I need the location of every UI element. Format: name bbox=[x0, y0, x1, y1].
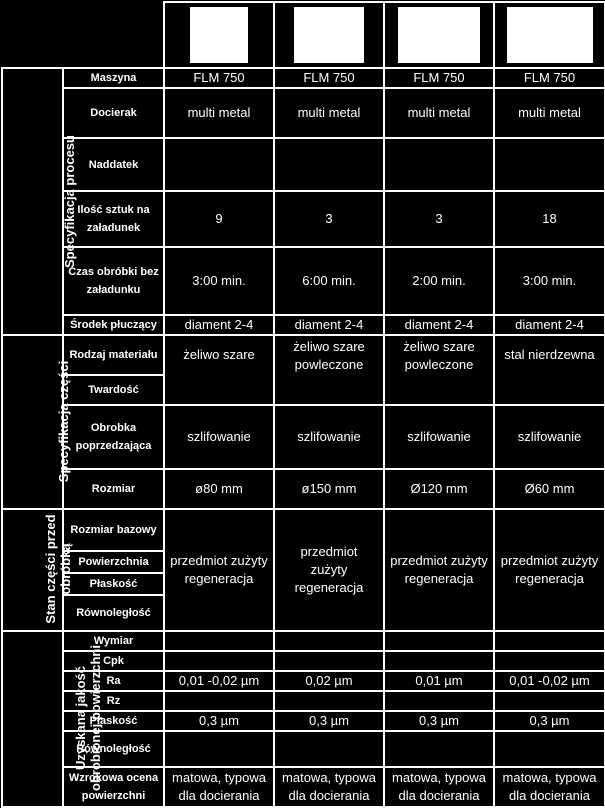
cell-coolant: diament 2-4 bbox=[384, 315, 494, 335]
cell-line: matowa, typowa bbox=[392, 770, 486, 785]
cell-line: przedmiot zużyty bbox=[500, 553, 599, 568]
cell-size: ø80 mm bbox=[164, 469, 274, 509]
cell-ra: 0,02 µm bbox=[274, 671, 384, 691]
param-label-line: Wzrokowa ocena bbox=[68, 772, 159, 784]
param-label bbox=[63, 191, 164, 247]
cell-wymiar bbox=[274, 631, 384, 651]
param-label-line: załadunku bbox=[86, 284, 141, 296]
category-label: Specyfikacja procesu bbox=[61, 134, 77, 268]
cell-line: dla docierania bbox=[509, 788, 590, 803]
cell-flatness: 0,3 µm bbox=[164, 711, 274, 731]
cell-machine: FLM 750 bbox=[274, 68, 384, 88]
cell-parallelism bbox=[494, 731, 605, 767]
cell-size: Ø60 mm bbox=[494, 469, 605, 509]
cell-coolant: diament 2-4 bbox=[274, 315, 384, 335]
sample-photo bbox=[190, 7, 248, 63]
cell-qty: 3 bbox=[384, 191, 494, 247]
param-label-line: Obrobka bbox=[90, 422, 137, 434]
sample-image-1 bbox=[164, 2, 274, 68]
cell-state bbox=[494, 509, 605, 631]
cell-material bbox=[274, 335, 384, 405]
cell-cpk bbox=[494, 651, 605, 671]
param-label: Cpk bbox=[63, 651, 164, 671]
cell-line: żeliwo szare bbox=[403, 339, 475, 354]
cell-line: żeliwo szare bbox=[183, 347, 255, 362]
category-label: Specyfikacja części bbox=[56, 360, 72, 483]
cell-line: dla docierania bbox=[288, 788, 370, 803]
cell-state bbox=[164, 509, 274, 631]
cell-line: matowa, typowa bbox=[172, 770, 266, 785]
param-label: Rozmiar bazowy bbox=[63, 509, 164, 551]
cell-material bbox=[494, 335, 605, 405]
category-label: Stan części przed obróbką bbox=[43, 514, 73, 624]
cell-preproc: szlifowanie bbox=[274, 405, 384, 469]
cell-machine: FLM 750 bbox=[494, 68, 605, 88]
param-label-line: Czas obróbki bez bbox=[68, 266, 159, 278]
param-label bbox=[63, 405, 164, 469]
cell-line: powleczone bbox=[294, 357, 364, 372]
param-label: Twardość bbox=[63, 375, 164, 405]
cell-line: matowa, typowa bbox=[502, 770, 597, 785]
cell-allowance bbox=[274, 138, 384, 191]
param-label: Środek płuczący bbox=[63, 315, 164, 335]
param-label: Powierzchnia bbox=[63, 551, 164, 573]
sample-photo bbox=[507, 7, 593, 63]
category-label: Uzyskana jakość obrobionej powierzchni bbox=[73, 645, 103, 791]
param-label: Naddatek bbox=[63, 138, 164, 191]
param-label: Płaskość bbox=[63, 711, 164, 731]
cell-line: regeneracja bbox=[515, 571, 584, 586]
cell-line: przedmiot zużyty bbox=[170, 553, 268, 568]
param-label: Maszyna bbox=[63, 68, 164, 88]
cell-preproc: szlifowanie bbox=[164, 405, 274, 469]
lapping-spec-table bbox=[1, 1, 605, 808]
cell-line: matowa, typowa bbox=[282, 770, 376, 785]
cell-rz bbox=[274, 691, 384, 711]
category-process bbox=[2, 68, 77, 335]
cell-lap: multi metal bbox=[384, 88, 494, 138]
cell-visual bbox=[274, 767, 384, 807]
cell-allowance bbox=[384, 138, 494, 191]
cell-cpk bbox=[274, 651, 384, 671]
cell-parallelism bbox=[384, 731, 494, 767]
cell-machine: FLM 750 bbox=[384, 68, 494, 88]
cell-line: żeliwo szare bbox=[293, 339, 365, 354]
cell-preproc: szlifowanie bbox=[384, 405, 494, 469]
cell-state bbox=[274, 509, 384, 631]
cell-parallelism bbox=[164, 731, 274, 767]
cell-visual bbox=[494, 767, 605, 807]
cell-parallelism bbox=[274, 731, 384, 767]
cell-time: 2:00 min. bbox=[384, 247, 494, 315]
param-label-line: załadunek bbox=[86, 222, 141, 234]
cell-coolant: diament 2-4 bbox=[164, 315, 274, 335]
cell-time: 3:00 min. bbox=[164, 247, 274, 315]
param-label: Równoległość bbox=[63, 595, 164, 631]
cell-ra: 0,01 -0,02 µm bbox=[494, 671, 605, 691]
category-part bbox=[2, 335, 72, 509]
cell-line: dla docierania bbox=[398, 788, 480, 803]
cell-preproc: szlifowanie bbox=[494, 405, 605, 469]
cell-wymiar bbox=[164, 631, 274, 651]
cell-wymiar bbox=[384, 631, 494, 651]
cell-ra: 0,01 µm bbox=[384, 671, 494, 691]
cell-state bbox=[384, 509, 494, 631]
cell-flatness: 0,3 µm bbox=[384, 711, 494, 731]
category-state bbox=[2, 509, 73, 631]
param-label-line: poprzedzająca bbox=[75, 440, 152, 452]
sample-image-3 bbox=[384, 2, 494, 68]
param-label: Wymiar bbox=[63, 631, 164, 651]
cell-line: regeneracja bbox=[404, 571, 474, 586]
cell-line: regeneracja bbox=[184, 571, 254, 586]
cell-allowance bbox=[494, 138, 605, 191]
cell-allowance bbox=[164, 138, 274, 191]
cell-rz bbox=[164, 691, 274, 711]
cell-flatness: 0,3 µm bbox=[494, 711, 605, 731]
cell-visual bbox=[384, 767, 494, 807]
cell-flatness: 0,3 µm bbox=[274, 711, 384, 731]
sample-image-2 bbox=[274, 2, 384, 68]
param-label: Równoległość bbox=[63, 731, 164, 767]
cell-ra: 0,01 -0,02 µm bbox=[164, 671, 274, 691]
cell-line: przedmiot zużyty bbox=[390, 553, 488, 568]
cell-time: 3:00 min. bbox=[494, 247, 605, 315]
cell-line: regeneracja bbox=[294, 580, 364, 595]
cell-line: zużyty bbox=[310, 562, 348, 577]
param-label: Płaskość bbox=[63, 573, 164, 595]
cell-visual bbox=[164, 767, 274, 807]
cell-line: stal nierdzewna bbox=[504, 347, 595, 362]
cell-rz bbox=[384, 691, 494, 711]
param-label bbox=[63, 247, 164, 315]
param-label-line: Ilość sztuk na bbox=[77, 204, 150, 216]
cell-qty: 3 bbox=[274, 191, 384, 247]
cell-qty: 18 bbox=[494, 191, 605, 247]
cell-machine: FLM 750 bbox=[164, 68, 274, 88]
param-label: Rozmiar bbox=[63, 469, 164, 509]
param-label: Rodzaj materiału bbox=[63, 335, 164, 375]
cell-qty: 9 bbox=[164, 191, 274, 247]
cell-material bbox=[384, 335, 494, 405]
cell-lap: multi metal bbox=[164, 88, 274, 138]
cell-lap: multi metal bbox=[274, 88, 384, 138]
cell-size: ø150 mm bbox=[274, 469, 384, 509]
cell-cpk bbox=[384, 651, 494, 671]
param-label: Ra bbox=[63, 671, 164, 691]
cell-time: 6:00 min. bbox=[274, 247, 384, 315]
cell-cpk bbox=[164, 651, 274, 671]
cell-size: Ø120 mm bbox=[384, 469, 494, 509]
param-label: Docierak bbox=[63, 88, 164, 138]
cell-coolant: diament 2-4 bbox=[494, 315, 605, 335]
sample-photo bbox=[398, 7, 480, 63]
cell-wymiar bbox=[494, 631, 605, 651]
param-label: Rz bbox=[63, 691, 164, 711]
cell-line: dla docierania bbox=[178, 788, 260, 803]
cell-line: przedmiot bbox=[300, 544, 358, 559]
corner-cell bbox=[2, 2, 164, 68]
cell-lap: multi metal bbox=[494, 88, 605, 138]
param-label-line: powierzchni bbox=[81, 790, 146, 802]
cell-rz bbox=[494, 691, 605, 711]
sample-image-4 bbox=[494, 2, 605, 68]
cell-material bbox=[164, 335, 274, 405]
sample-photo bbox=[294, 7, 364, 63]
cell-line: powleczone bbox=[404, 357, 474, 372]
category-quality bbox=[2, 631, 103, 807]
